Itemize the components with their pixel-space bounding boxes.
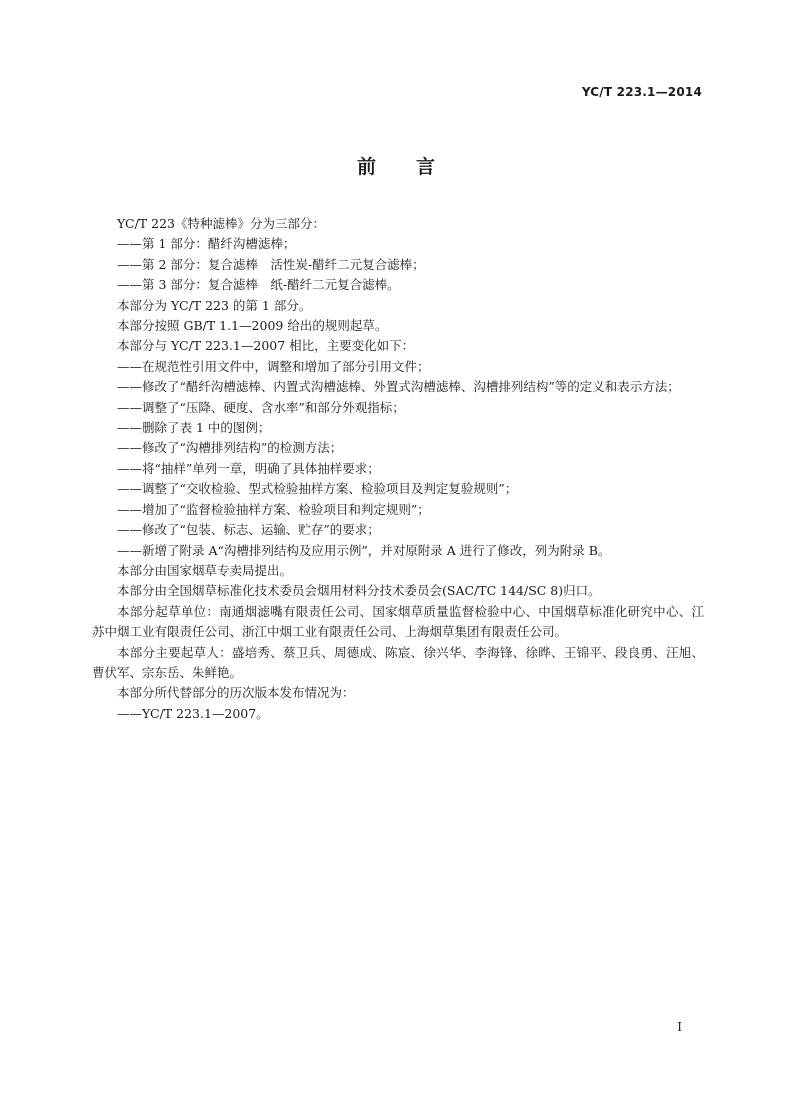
paragraph: 本部分为 YC/T 223 的第 1 部分。 [117,297,312,313]
paragraph: YC/T 223《特种滤棒》分为三部分： [117,216,325,231]
dash-item: ——YC/T 223.1—2007。 [117,705,269,721]
standard-code: YC/T 223.1—2014 [581,85,702,99]
paragraph: 本部分起草单位：南通烟滤嘴有限责任公司、国家烟草质量监督检验中心、中国烟草标准化研究中心、江苏中烟工业有限责任公司、浙江中烟工业有限责任公司、上海烟草集团有限责任公司。 [92,603,704,640]
dash-item: ——新增了附录 A“沟槽排列结构及应用示例”，并对原附录 A 进行了修改，列为附录 B。 [117,542,611,558]
foreword-body [92,214,704,724]
dash-item: ——将“抽样”单列一章，明确了具体抽样要求； [117,460,380,476]
paragraph: 本部分由国家烟草专卖局提出。 [117,562,293,578]
dash-item: ——修改了“沟槽排列结构”的检测方法； [117,440,343,456]
dash-item: ——增加了“监督检验抽样方案、检验项目和判定规则”； [117,501,430,517]
dash-item: ——删除了表 1 中的图例； [117,420,271,436]
page-title: 前言 [356,156,475,178]
dash-item: ——调整了“压降、硬度、含水率”和部分外观指标； [117,399,405,415]
paragraph: 本部分所代替部分的历次版本发布情况为： [117,685,355,701]
dash-item: ——第 2 部分：复合滤棒 活性炭-醋纤二元复合滤棒； [117,256,425,272]
dash-item: ——调整了“交收检验、型式检验抽样方案、检验项目及判定复验规则”； [117,481,518,497]
dash-item: ——修改了“包装、标志、运输、贮存”的要求； [117,522,380,538]
paragraph: 本部分与 YC/T 223.1—2007 相比，主要变化如下： [117,338,415,354]
paragraph: 本部分由全国烟草标准化技术委员会烟用材料分技术委员会(SAC/TC 144/SC 8)归口。 [117,583,601,599]
paragraph: 本部分按照 GB/T 1.1—2009 给出的规则起草。 [117,318,388,334]
page-number: I [677,1020,682,1034]
dash-item: ——修改了“醋纤沟槽滤棒、内置式沟槽滤棒、外置式沟槽滤棒、沟槽排列结构”等的定义和表示方法； [117,379,680,395]
dash-item: ——第 3 部分：复合滤棒 纸-醋纤二元复合滤棒。 [117,277,400,293]
dash-item: ——在规范性引用文件中，调整和增加了部分引用文件； [117,358,430,374]
dash-item: ——第 1 部分：醋纤沟槽滤棒； [117,236,296,252]
paragraph: 本部分主要起草人：盛培秀、蔡卫兵、周德成、陈宸、徐兴华、李海锋、徐晔、王锦平、段良勇、汪旭、曹伏军、宗东岳、朱鲜艳。 [92,644,704,680]
